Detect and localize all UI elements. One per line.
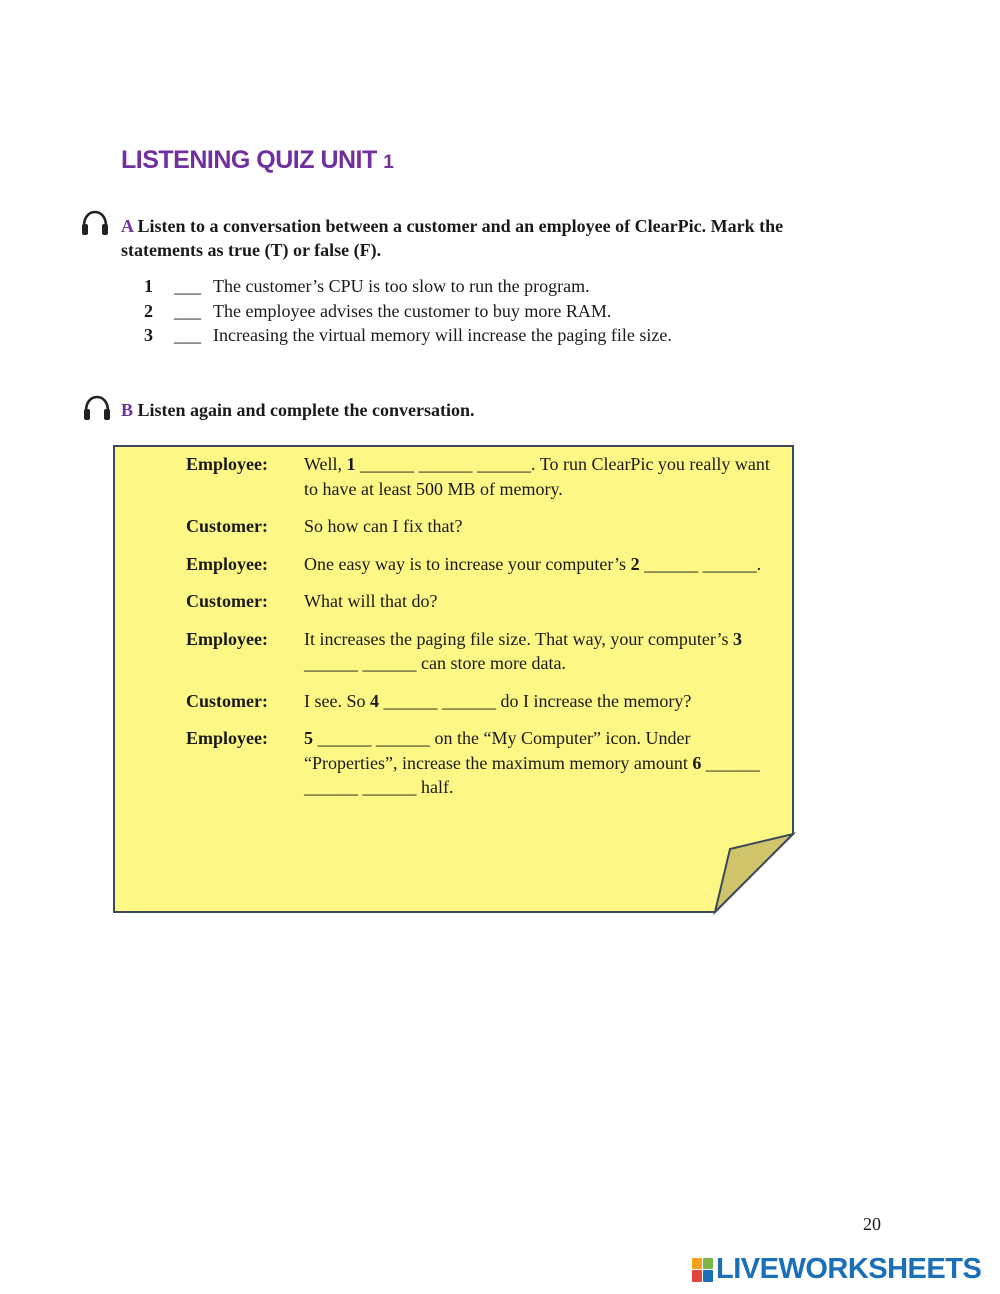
speaker-label: Customer:	[186, 591, 268, 611]
liveworksheets-logo[interactable]	[692, 1253, 981, 1286]
gap-number: 5	[304, 728, 313, 748]
gap-number: 1	[346, 454, 356, 474]
gap-number: 4	[370, 690, 379, 711]
answer-blank[interactable]: ___	[174, 325, 201, 345]
answer-blank[interactable]: ___	[174, 276, 201, 296]
dialogue-turn	[186, 589, 786, 614]
dialogue-turn	[186, 514, 786, 539]
dialogue-line: One easy way is to increase your computer’s 2 ______ ______.	[304, 553, 762, 574]
brand-name: LIVEWORKSHEETS	[716, 1253, 982, 1285]
statement-number: 1	[144, 276, 153, 296]
dialogue-line: So how can I fix that?	[304, 516, 463, 536]
dialogue-turn	[186, 689, 786, 714]
speaker-label: Employee:	[186, 728, 268, 748]
dialogue-line: What will that do?	[304, 591, 438, 611]
gap-number: 3	[733, 628, 743, 649]
section-b-text: Listen again and complete the conversation.	[137, 400, 475, 420]
statement-text: The employee advises the customer to buy more RAM.	[213, 300, 612, 321]
statement-text: Increasing the virtual memory will increase the paging file size.	[213, 325, 672, 345]
statement-number: 3	[144, 325, 153, 345]
speaker-label: Employee:	[186, 454, 268, 474]
dialogue-line: Well, 1 ______ ______ ______. To run ClearPic you really want to have at least 500 MB of memory.	[304, 454, 770, 499]
dialogue-turn	[186, 552, 786, 577]
statement-text: The customer’s CPU is too slow to run the program.	[213, 276, 590, 296]
title-unit-number: 1	[383, 152, 394, 173]
dialogue-line: It increases the paging file size. That way, your computer’s 3 ______ ______ can store more data.	[304, 628, 743, 673]
gap-number: 6	[692, 752, 702, 773]
dialogue-turn	[186, 726, 786, 800]
dialogue-line: 5 ______ ______ on the “My Computer” icon. Under “Properties”, increase the maximum memory amount 6 ______ ______ ______ half.	[304, 728, 760, 797]
section-a-text: Listen to a conversation between a customer and an employee of ClearPic. Mark the statements as true (T) or false (F).	[121, 216, 784, 260]
page-number: 20	[863, 1214, 881, 1234]
speaker-label: Customer:	[186, 690, 268, 711]
speaker-label: Employee:	[186, 628, 268, 649]
title-text: LISTENING QUIZ UNIT	[121, 146, 377, 174]
dialogue-turn	[186, 627, 786, 676]
dialogue-turn	[186, 452, 786, 501]
gap-number: 2	[630, 553, 640, 574]
speaker-label: Employee:	[186, 553, 268, 574]
section-a-letter: A	[121, 216, 134, 236]
answer-blank[interactable]: ___	[174, 300, 201, 321]
dialogue-line: I see. So 4 ______ ______ do I increase the memory?	[304, 690, 692, 711]
statement-number: 2	[144, 300, 153, 321]
section-b-letter: B	[121, 400, 134, 420]
conversation	[186, 452, 786, 813]
liveworksheets-mark-icon	[692, 1257, 714, 1283]
speaker-label: Customer:	[186, 516, 268, 536]
